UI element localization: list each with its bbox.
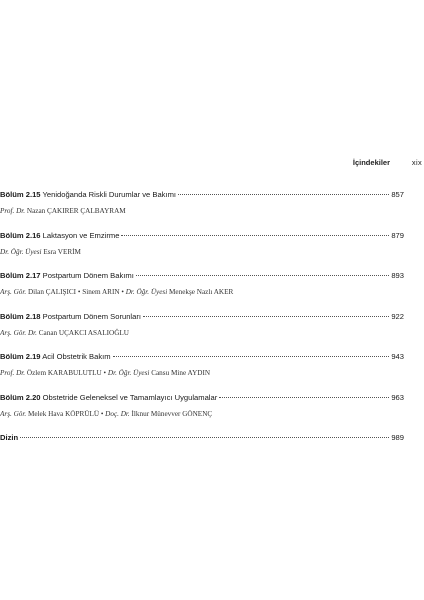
author-separator: • bbox=[100, 410, 104, 418]
toc-heading-line[interactable] bbox=[0, 433, 404, 443]
index-label: Dizin bbox=[0, 433, 19, 442]
chapter-authors bbox=[0, 287, 404, 297]
author-role: Prof. Dr. bbox=[0, 207, 26, 215]
dot-leader bbox=[113, 356, 390, 357]
dot-leader bbox=[121, 235, 389, 236]
chapter-number: Bölüm 2.18 bbox=[0, 312, 41, 321]
section-title: İçindekiler bbox=[352, 158, 390, 167]
toc-entry bbox=[0, 312, 404, 338]
chapter-authors bbox=[0, 247, 404, 257]
author-name: Dilan ÇALIŞICI bbox=[27, 288, 77, 296]
author-name: Sinem ARIN bbox=[82, 288, 120, 296]
dot-leader bbox=[178, 194, 389, 195]
chapter-page: 893 bbox=[391, 271, 404, 280]
author-name: Menekşe Nazlı AKER bbox=[169, 288, 234, 296]
toc-heading-line[interactable] bbox=[0, 271, 404, 281]
dot-leader bbox=[143, 316, 389, 317]
toc-entry bbox=[0, 231, 404, 257]
toc-entry bbox=[0, 393, 404, 419]
chapter-title: Laktasyon ve Emzirme bbox=[42, 231, 120, 240]
author-name: Melek Hava KÖPRÜLÜ bbox=[27, 410, 100, 418]
chapter-number: Bölüm 2.16 bbox=[0, 231, 41, 240]
author-name: Esra VERİM bbox=[43, 248, 81, 256]
author-separator: • bbox=[121, 288, 124, 296]
author-role: Dr. Öğr. Üyesi bbox=[107, 369, 150, 377]
chapter-number: Bölüm 2.17 bbox=[0, 271, 41, 280]
chapter-number: Bölüm 2.20 bbox=[0, 393, 41, 402]
dot-leader bbox=[136, 275, 390, 276]
toc-heading-line[interactable] bbox=[0, 393, 404, 403]
author-name: Cansu Mine AYDIN bbox=[151, 369, 211, 377]
chapter-page: 943 bbox=[391, 352, 404, 361]
toc-heading-line[interactable] bbox=[0, 190, 404, 200]
chapter-page: 963 bbox=[391, 393, 404, 402]
chapter-title: Acil Obstetrik Bakım bbox=[42, 352, 111, 361]
index-page: 989 bbox=[391, 433, 404, 442]
toc-heading-line[interactable] bbox=[0, 231, 404, 241]
chapter-authors bbox=[0, 409, 404, 419]
chapter-page: 922 bbox=[391, 312, 404, 321]
author-role: Arş. Gör. bbox=[0, 288, 27, 296]
author-role: Dr. Öğr. Üyesi bbox=[125, 288, 168, 296]
chapter-authors bbox=[0, 368, 404, 378]
chapter-title: Yenidoğanda Riskli Durumlar ve Bakımı bbox=[42, 190, 177, 199]
dot-leader bbox=[20, 437, 389, 438]
author-role: Doç. Dr. bbox=[105, 410, 130, 418]
chapter-authors bbox=[0, 328, 404, 338]
toc-entry bbox=[0, 271, 404, 297]
chapter-authors bbox=[0, 206, 404, 216]
page-number: xix bbox=[411, 158, 422, 167]
author-role: Dr. Öğr. Üyesi bbox=[0, 248, 42, 256]
chapter-title: Postpartum Dönem Bakımı bbox=[42, 271, 134, 280]
author-role: Arş. Gör. bbox=[0, 410, 27, 418]
dot-leader bbox=[219, 397, 389, 398]
chapter-number: Bölüm 2.19 bbox=[0, 352, 41, 361]
toc-heading-line[interactable] bbox=[0, 312, 404, 322]
toc-entry bbox=[0, 190, 404, 216]
author-name: İlknur Münevver GÖNENÇ bbox=[131, 410, 213, 418]
chapter-page: 879 bbox=[391, 231, 404, 240]
chapter-number: Bölüm 2.15 bbox=[0, 190, 41, 199]
author-name: Canan UÇAKCI ASALIOĞLU bbox=[38, 329, 129, 337]
toc-index-entry bbox=[0, 433, 404, 443]
author-separator: • bbox=[103, 369, 107, 377]
chapter-title: Obstetride Geleneksel ve Tamamlayıcı Uygulamalar bbox=[42, 393, 218, 402]
chapter-title: Postpartum Dönem Sorunları bbox=[42, 312, 141, 321]
chapter-page: 857 bbox=[391, 190, 404, 199]
author-name: Nazan ÇAKIRER ÇALBAYRAM bbox=[26, 207, 126, 215]
author-role: Prof. Dr. bbox=[0, 369, 26, 377]
author-separator: • bbox=[77, 288, 81, 296]
toc-heading-line[interactable] bbox=[0, 352, 404, 362]
author-role: Arş. Gör. Dr. bbox=[0, 329, 37, 337]
page-header bbox=[0, 158, 424, 170]
toc-entry bbox=[0, 352, 404, 378]
author-name: Özlem KARABULUTLU bbox=[26, 369, 102, 377]
